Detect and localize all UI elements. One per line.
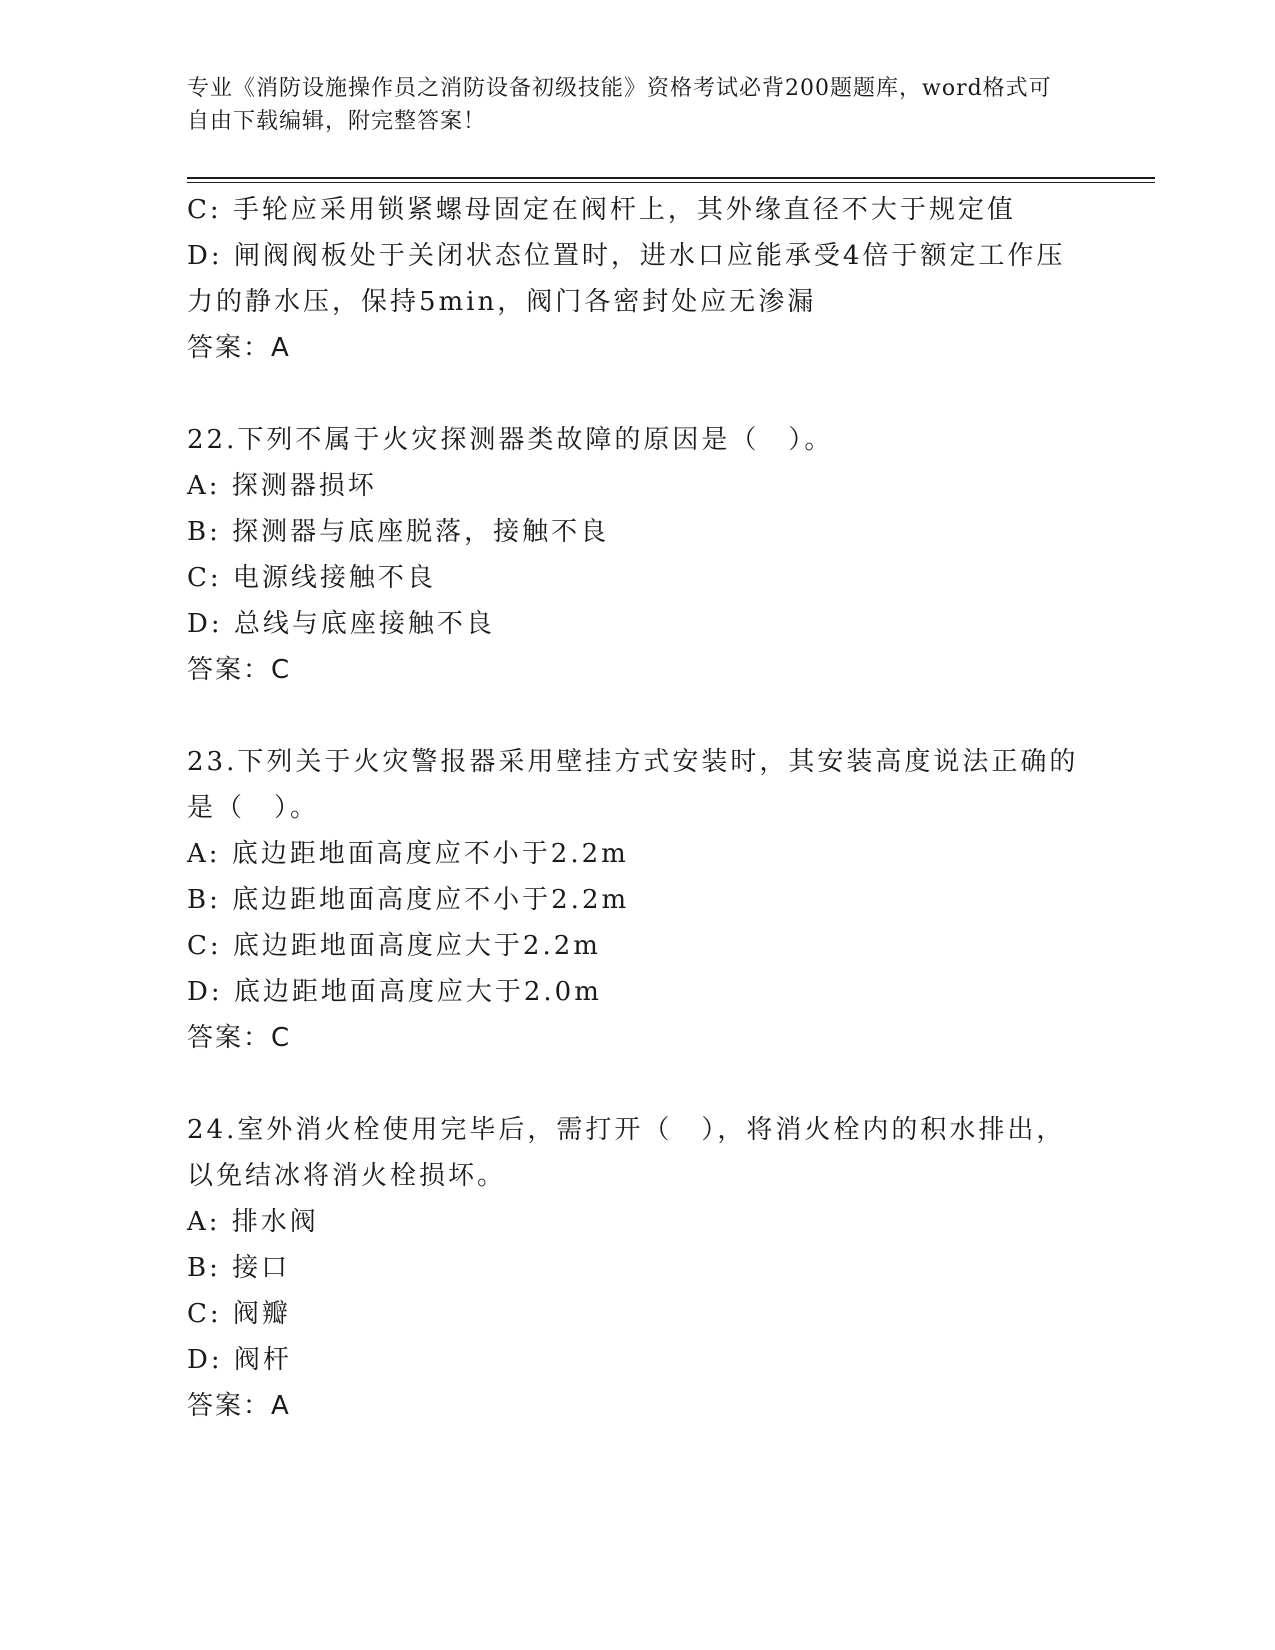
- question-24: [187, 1107, 1087, 1429]
- option-c: C: 底边距地面高度应大于2.2m: [187, 931, 601, 961]
- answer: 答案：C: [187, 1023, 292, 1053]
- spacer: [187, 1061, 1087, 1107]
- answer: 答案：A: [187, 333, 291, 363]
- option-c: C: 阀瓣: [187, 1299, 291, 1329]
- header-divider-thin: [187, 182, 1155, 183]
- question-stem: 22.下列不属于火灾探测器类故障的原因是（ ）。: [187, 425, 834, 455]
- option-b: B: 底边距地面高度应不小于2.2m: [187, 885, 630, 915]
- question-21-tail: [187, 187, 1087, 371]
- question-stem: 24.室外消火栓使用完毕后，需打开（ ），将消火栓内的积水排出，: [187, 1115, 1066, 1145]
- option-a: A: 底边距地面高度应不小于2.2m: [187, 839, 629, 869]
- option-b: B: 探测器与底座脱落，接触不良: [187, 517, 610, 547]
- option-d: D: 底边距地面高度应大于2.0m: [187, 977, 602, 1007]
- document-header: 专业《消防设施操作员之消防设备初级技能》资格考试必背200题题库，word格式可自由下载编辑，附完整答案！: [187, 76, 1052, 134]
- question-stem: 23.下列关于火灾警报器采用壁挂方式安装时，其安装高度说法正确的: [187, 747, 1079, 777]
- option-d: D: 阀杆: [187, 1345, 292, 1375]
- question-22: [187, 417, 1087, 693]
- option-d: D: 闸阀阀板处于关闭状态位置时，进水口应能承受4倍于额定工作压: [187, 241, 1066, 271]
- question-stem-continued: 以免结冰将消火栓损坏。: [187, 1161, 507, 1191]
- option-a: A: 探测器损坏: [187, 471, 377, 501]
- answer: 答案：A: [187, 1391, 291, 1421]
- option-d: D: 总线与底座接触不良: [187, 609, 495, 639]
- option-d-continued: 力的静水压，保持5min，阀门各密封处应无渗漏: [187, 287, 817, 317]
- option-b: B: 接口: [187, 1253, 291, 1283]
- answer: 答案：C: [187, 655, 292, 685]
- option-c: C: 手轮应采用锁紧螺母固定在阀杆上，其外缘直径不大于规定值: [187, 195, 1016, 225]
- question-list: [187, 187, 1087, 1429]
- spacer: [187, 371, 1087, 417]
- spacer: [187, 693, 1087, 739]
- question-23: [187, 739, 1087, 1061]
- header-divider-thick: [187, 177, 1155, 179]
- option-c: C: 电源线接触不良: [187, 563, 436, 593]
- question-stem-continued: 是（ ）。: [187, 793, 320, 823]
- option-a: A: 排水阀: [187, 1207, 319, 1237]
